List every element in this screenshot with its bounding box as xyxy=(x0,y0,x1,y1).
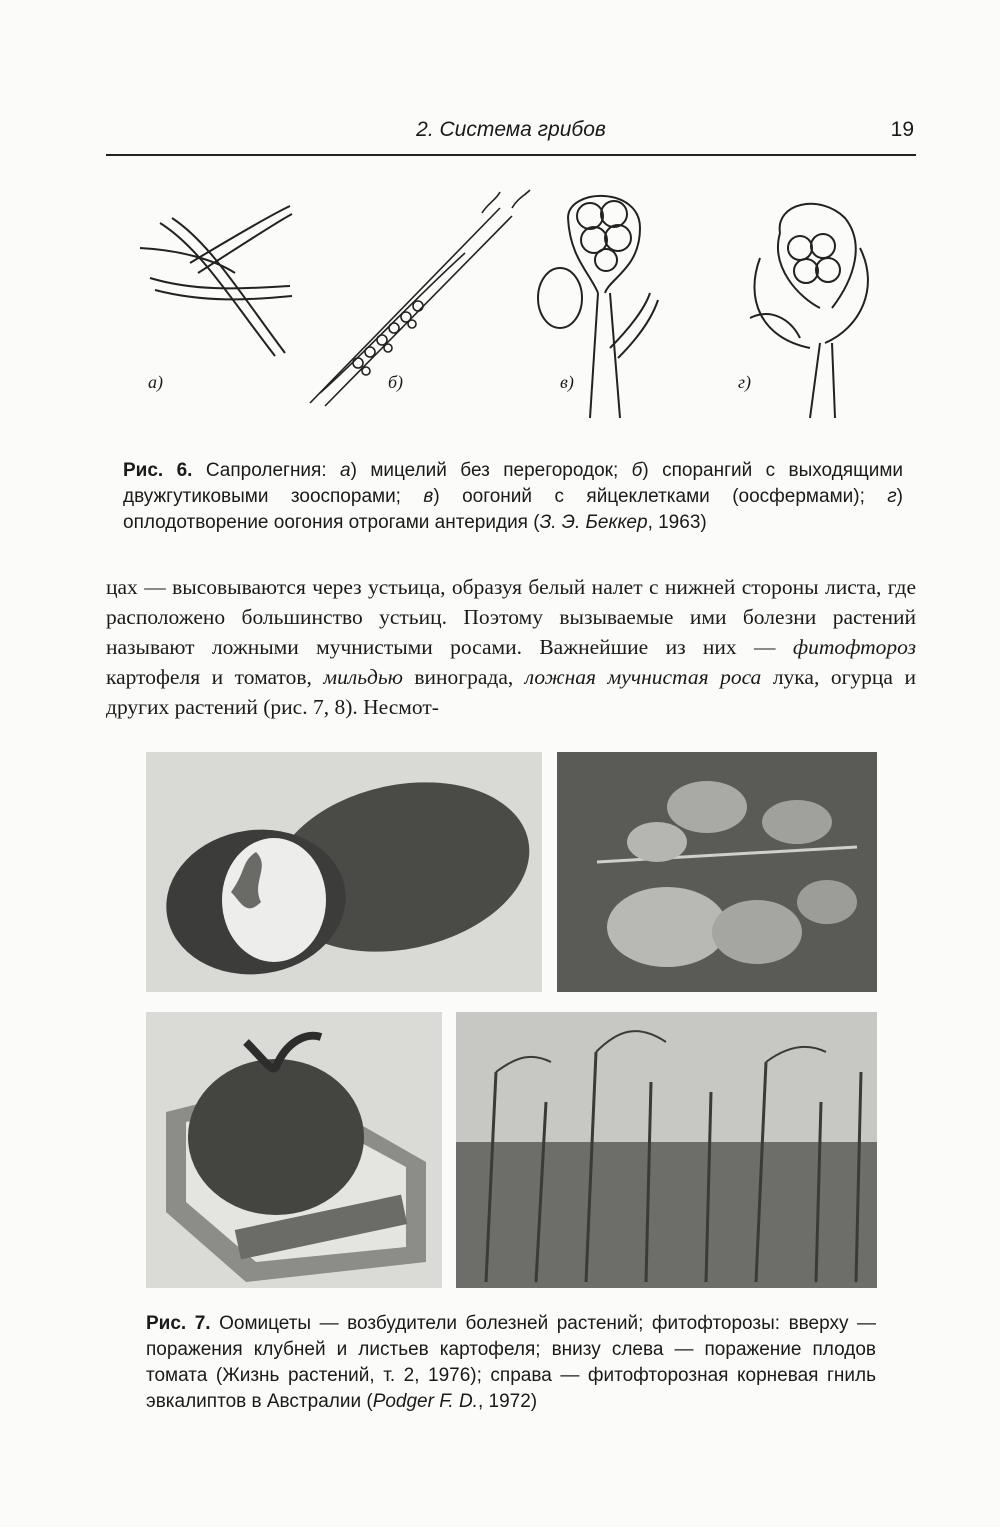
body-seg: фитофтороз xyxy=(792,635,916,659)
photo-potato-leaves xyxy=(557,752,877,992)
fertilization-drawing xyxy=(750,204,868,418)
photo-eucalyptus-forest xyxy=(456,1012,877,1288)
body-seg: мильдью xyxy=(323,665,403,689)
figure-7-label: Рис. 7. xyxy=(146,1313,211,1334)
sub-label-g: г) xyxy=(738,372,752,392)
caption-seg: б xyxy=(631,460,643,481)
figure-6-caption xyxy=(123,458,903,536)
running-header xyxy=(106,114,916,156)
mycelium-drawing xyxy=(140,206,292,356)
body-seg: винограда, xyxy=(402,665,525,689)
figure-7-caption xyxy=(146,1311,876,1415)
sporangium-drawing xyxy=(310,190,530,406)
figure-6-label: Рис. 6. xyxy=(123,460,193,481)
sub-label-b: б) xyxy=(388,372,404,392)
figure-6-illustration xyxy=(120,178,920,438)
caption-seg: Оомицеты — возбудители болезней растений; фитофторозы: вверху — поражения клубней и листьев картофеля; внизу слева — поражение плодов томата (Жизнь растений, т. 2, 1976); справа — фитофторозная корневая гниль эвкалиптов в Австралии ( xyxy=(146,1313,877,1412)
body-seg: ложная мучнистая роса xyxy=(524,665,762,689)
body-seg: цах — высовываются через устьица, образуя белый налет с нижней стороны листа, где расположено большинство устьиц. Поэтому вызываемые ими болезни растений называют ложными мучнистыми росами. Важнейшие из них — xyxy=(106,575,916,659)
caption-seg: , 1972) xyxy=(477,1391,538,1412)
potato-leaves-image xyxy=(557,752,877,992)
sub-label-v: в) xyxy=(560,372,574,392)
sub-label-a: а) xyxy=(148,372,163,392)
page-number: 19 xyxy=(890,118,914,141)
chapter-title: 2. Система грибов xyxy=(416,118,606,141)
caption-seg: ) оплодотворение оогония отрогами антеридия ( xyxy=(123,486,903,533)
body-paragraph xyxy=(106,572,916,722)
caption-seg: , 1963) xyxy=(647,512,707,533)
body-seg: картофеля и томатов, xyxy=(106,665,324,689)
caption-seg: Podger F. D. xyxy=(372,1391,478,1412)
caption-seg: в xyxy=(423,486,434,507)
oogonium-drawing xyxy=(538,196,658,418)
caption-seg: ) мицелий без перегородок; xyxy=(350,460,632,481)
photo-potato-tubers xyxy=(146,752,542,992)
caption-seg: З. Э. Беккер xyxy=(539,512,648,533)
potato-tubers-image xyxy=(146,752,542,992)
tomato-image xyxy=(146,1012,442,1288)
caption-seg: ) спорангий с выходящими двужгутиковыми зооспорами; xyxy=(123,460,903,507)
eucalyptus-forest-image xyxy=(456,1012,877,1288)
caption-seg: г xyxy=(887,486,897,507)
caption-seg: Сапролегния: xyxy=(192,460,341,481)
body-seg: лука, огурца и других растений (рис. 7, 8). Несмот- xyxy=(106,665,916,719)
caption-seg: ) оогоний с яйцеклетками (оосфермами); xyxy=(433,486,888,507)
saprolegnia-drawings xyxy=(120,178,920,438)
photo-tomato xyxy=(146,1012,442,1288)
caption-seg: а xyxy=(340,460,351,481)
